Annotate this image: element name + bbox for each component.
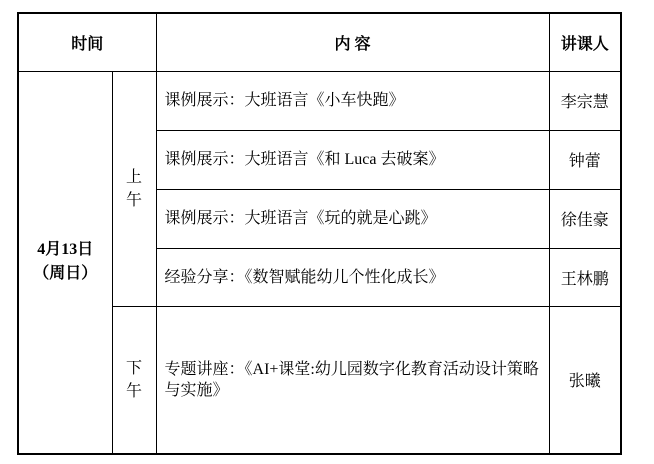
session-content: 专题讲座：《AI+课堂:幼儿园数字化教育活动设计策略与实施》 <box>156 306 549 454</box>
header-row <box>18 13 621 71</box>
session-content: 经验分享：《数智赋能幼儿个性化成长》 <box>156 248 549 306</box>
schedule-table <box>17 12 622 455</box>
period-morning-cell <box>112 71 156 306</box>
period-morning-label: 上午 <box>126 168 143 209</box>
speaker-name: 张曦 <box>549 306 621 454</box>
table-row <box>18 71 621 130</box>
date-line-2: （周日） <box>33 265 98 283</box>
speaker-name: 王林鹏 <box>549 248 621 306</box>
date-line-1: 4月13日 <box>37 241 94 259</box>
speaker-name: 李宗慧 <box>549 71 621 130</box>
speaker-name: 钟蕾 <box>549 130 621 189</box>
header-content: 内 容 <box>156 13 549 71</box>
date-cell <box>18 71 112 454</box>
session-content: 课例展示：大班语言《小车快跑》 <box>156 71 549 130</box>
period-afternoon-label: 下午 <box>126 359 143 400</box>
speaker-name: 徐佳豪 <box>549 189 621 248</box>
header-speaker: 讲课人 <box>549 13 621 71</box>
session-content: 课例展示：大班语言《和 Luca 去破案》 <box>156 130 549 189</box>
period-afternoon-cell <box>112 306 156 454</box>
session-content: 课例展示：大班语言《玩的就是心跳》 <box>156 189 549 248</box>
header-time: 时间 <box>18 13 156 71</box>
